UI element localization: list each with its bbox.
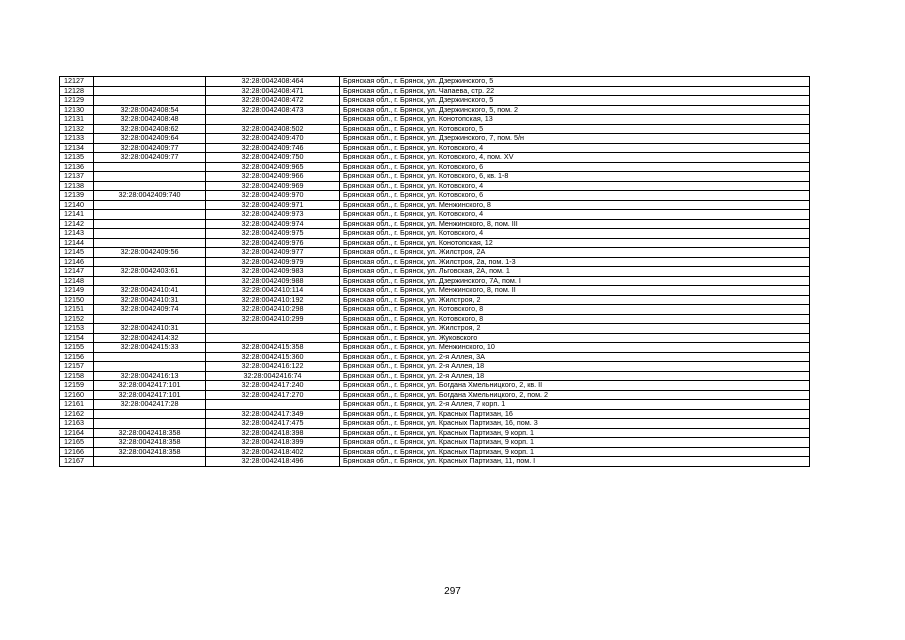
table-row	[60, 314, 810, 324]
row-number-cell: 12135	[60, 153, 94, 163]
parcel-number-cell: 32:28:0042415:33	[94, 343, 206, 353]
object-number-cell: 32:28:0042417:270	[206, 390, 340, 400]
object-number-cell: 32:28:0042418:402	[206, 447, 340, 457]
object-number-cell: 32:28:0042418:398	[206, 428, 340, 438]
row-number-cell: 12157	[60, 362, 94, 372]
table-row	[60, 77, 810, 87]
table-row	[60, 352, 810, 362]
object-number-cell: 32:28:0042409:970	[206, 191, 340, 201]
table-row	[60, 419, 810, 429]
row-number-cell: 12134	[60, 143, 94, 153]
parcel-number-cell	[94, 162, 206, 172]
row-number-cell: 12147	[60, 267, 94, 277]
object-number-cell: 32:28:0042417:349	[206, 409, 340, 419]
table-row	[60, 381, 810, 391]
address-cell: Брянская обл., г. Брянск, ул. Дзержинского, 7, пом. 5/н	[340, 134, 810, 144]
parcel-number-cell	[94, 238, 206, 248]
object-number-cell: 32:28:0042408:472	[206, 96, 340, 106]
table-row	[60, 428, 810, 438]
row-number-cell: 12165	[60, 438, 94, 448]
object-number-cell: 32:28:0042418:496	[206, 457, 340, 467]
parcel-number-cell	[94, 172, 206, 182]
row-number-cell: 12133	[60, 134, 94, 144]
row-number-cell: 12143	[60, 229, 94, 239]
row-number-cell: 12136	[60, 162, 94, 172]
object-number-cell: 32:28:0042409:977	[206, 248, 340, 258]
parcel-number-cell: 32:28:0042417:28	[94, 400, 206, 410]
document-table	[59, 76, 810, 467]
parcel-number-cell	[94, 96, 206, 106]
address-cell: Брянская обл., г. Брянск, ул. Чапаева, стр. 22	[340, 86, 810, 96]
address-cell: Брянская обл., г. Брянск, ул. Менжинского, 10	[340, 343, 810, 353]
table-row	[60, 286, 810, 296]
row-number-cell: 12166	[60, 447, 94, 457]
address-cell: Брянская обл., г. Брянск, ул. Жилстроя, 2а, пом. 1-3	[340, 257, 810, 267]
address-cell: Брянская обл., г. Брянск, ул. Котовского, 4	[340, 229, 810, 239]
parcel-number-cell	[94, 409, 206, 419]
table-row	[60, 438, 810, 448]
object-number-cell: 32:28:0042415:358	[206, 343, 340, 353]
table-row	[60, 200, 810, 210]
address-cell: Брянская обл., г. Брянск, ул. Красных Партизан, 9 корп. 1	[340, 428, 810, 438]
table-row	[60, 115, 810, 125]
row-number-cell: 12155	[60, 343, 94, 353]
object-number-cell: 32:28:0042408:502	[206, 124, 340, 134]
address-cell: Брянская обл., г. Брянск, ул. Красных Партизан, 11, пом. I	[340, 457, 810, 467]
row-number-cell: 12146	[60, 257, 94, 267]
object-number-cell: 32:28:0042409:975	[206, 229, 340, 239]
table-row	[60, 409, 810, 419]
object-number-cell: 32:28:0042410:114	[206, 286, 340, 296]
table-row	[60, 181, 810, 191]
table-row	[60, 457, 810, 467]
row-number-cell: 12144	[60, 238, 94, 248]
address-cell: Брянская обл., г. Брянск, ул. Котовского, 4	[340, 143, 810, 153]
table-row	[60, 390, 810, 400]
table-row	[60, 124, 810, 134]
table-row	[60, 238, 810, 248]
parcel-number-cell: 32:28:0042409:56	[94, 248, 206, 258]
table-row	[60, 295, 810, 305]
table-row	[60, 267, 810, 277]
table-row	[60, 447, 810, 457]
address-cell: Брянская обл., г. Брянск, ул. Котовского, 6	[340, 162, 810, 172]
row-number-cell: 12141	[60, 210, 94, 220]
address-cell: Брянская обл., г. Брянск, ул. Котовского, 5	[340, 124, 810, 134]
parcel-number-cell	[94, 181, 206, 191]
table-row	[60, 333, 810, 343]
parcel-number-cell: 32:28:0042409:77	[94, 143, 206, 153]
table-body	[60, 77, 810, 467]
table-row	[60, 86, 810, 96]
table-row	[60, 343, 810, 353]
row-number-cell: 12164	[60, 428, 94, 438]
object-number-cell: 32:28:0042409:979	[206, 257, 340, 267]
object-number-cell: 32:28:0042417:240	[206, 381, 340, 391]
parcel-number-cell	[94, 419, 206, 429]
parcel-number-cell: 32:28:0042408:54	[94, 105, 206, 115]
table-row	[60, 172, 810, 182]
object-number-cell: 32:28:0042409:965	[206, 162, 340, 172]
parcel-number-cell: 32:28:0042409:64	[94, 134, 206, 144]
parcel-number-cell	[94, 86, 206, 96]
address-cell: Брянская обл., г. Брянск, ул. Богдана Хмельницкого, 2, кв. II	[340, 381, 810, 391]
table-row	[60, 371, 810, 381]
row-number-cell: 12128	[60, 86, 94, 96]
row-number-cell: 12137	[60, 172, 94, 182]
address-cell: Брянская обл., г. Брянск, ул. 2-я Аллея, 18	[340, 371, 810, 381]
row-number-cell: 12158	[60, 371, 94, 381]
row-number-cell: 12156	[60, 352, 94, 362]
parcel-number-cell: 32:28:0042418:358	[94, 438, 206, 448]
table-row	[60, 210, 810, 220]
row-number-cell: 12153	[60, 324, 94, 334]
object-number-cell: 32:28:0042416:122	[206, 362, 340, 372]
parcel-number-cell	[94, 77, 206, 87]
table-row	[60, 219, 810, 229]
table-row	[60, 248, 810, 258]
address-cell: Брянская обл., г. Брянск, ул. Котовского, 4, пом. XV	[340, 153, 810, 163]
parcel-number-cell: 32:28:0042403:61	[94, 267, 206, 277]
address-cell: Брянская обл., г. Брянск, ул. 2-я Аллея, 18	[340, 362, 810, 372]
address-cell: Брянская обл., г. Брянск, ул. Котовского, 6	[340, 191, 810, 201]
row-number-cell: 12162	[60, 409, 94, 419]
row-number-cell: 12139	[60, 191, 94, 201]
object-number-cell: 32:28:0042410:192	[206, 295, 340, 305]
object-number-cell: 32:28:0042409:988	[206, 276, 340, 286]
address-cell: Брянская обл., г. Брянск, ул. Менжинского, 8, пом. III	[340, 219, 810, 229]
address-cell: Брянская обл., г. Брянск, ул. Котовского, 4	[340, 210, 810, 220]
row-number-cell: 12130	[60, 105, 94, 115]
address-cell: Брянская обл., г. Брянск, ул. Дзержинского, 5	[340, 77, 810, 87]
table-row	[60, 324, 810, 334]
parcel-number-cell: 32:28:0042418:358	[94, 447, 206, 457]
address-cell: Брянская обл., г. Брянск, ул. 2-я Аллея, 7 корп. 1	[340, 400, 810, 410]
address-cell: Брянская обл., г. Брянск, ул. Богдана Хмельницкого, 2, пом. 2	[340, 390, 810, 400]
address-cell: Брянская обл., г. Брянск, ул. Красных Партизан, 9 корп. 1	[340, 438, 810, 448]
parcel-number-cell: 32:28:0042410:41	[94, 286, 206, 296]
address-cell: Брянская обл., г. Брянск, ул. Красных Партизан, 16	[340, 409, 810, 419]
row-number-cell: 12140	[60, 200, 94, 210]
row-number-cell: 12150	[60, 295, 94, 305]
row-number-cell: 12160	[60, 390, 94, 400]
address-cell: Брянская обл., г. Брянск, ул. Конотопская, 12	[340, 238, 810, 248]
address-cell: Брянская обл., г. Брянск, ул. Котовского, 4	[340, 181, 810, 191]
table-row	[60, 105, 810, 115]
address-cell: Брянская обл., г. Брянск, ул. Жуковского	[340, 333, 810, 343]
row-number-cell: 12132	[60, 124, 94, 134]
address-cell: Брянская обл., г. Брянск, ул. Льговская, 2А, пом. 1	[340, 267, 810, 277]
parcel-number-cell	[94, 352, 206, 362]
row-number-cell: 12149	[60, 286, 94, 296]
address-cell: Брянская обл., г. Брянск, ул. Жилстроя, 2	[340, 324, 810, 334]
address-cell: Брянская обл., г. Брянск, ул. Жилстроя, 2А	[340, 248, 810, 258]
address-cell: Брянская обл., г. Брянск, ул. Котовского, 8	[340, 314, 810, 324]
object-number-cell: 32:28:0042408:471	[206, 86, 340, 96]
row-number-cell: 12138	[60, 181, 94, 191]
row-number-cell: 12148	[60, 276, 94, 286]
parcel-number-cell	[94, 210, 206, 220]
address-cell: Брянская обл., г. Брянск, ул. 2-я Аллея, 3А	[340, 352, 810, 362]
address-cell: Брянская обл., г. Брянск, ул. Менжинского, 8, пом. II	[340, 286, 810, 296]
object-number-cell: 32:28:0042417:475	[206, 419, 340, 429]
table-row	[60, 134, 810, 144]
parcel-number-cell	[94, 362, 206, 372]
parcel-number-cell: 32:28:0042410:31	[94, 295, 206, 305]
row-number-cell: 12167	[60, 457, 94, 467]
page-number: 297	[444, 586, 461, 597]
table-row	[60, 305, 810, 315]
object-number-cell: 32:28:0042409:470	[206, 134, 340, 144]
parcel-number-cell	[94, 314, 206, 324]
row-number-cell: 12142	[60, 219, 94, 229]
table-row	[60, 153, 810, 163]
table-row	[60, 143, 810, 153]
address-cell: Брянская обл., г. Брянск, ул. Котовского, 6, кв. 1-8	[340, 172, 810, 182]
parcel-number-cell: 32:28:0042409:74	[94, 305, 206, 315]
parcel-number-cell: 32:28:0042409:77	[94, 153, 206, 163]
address-cell: Брянская обл., г. Брянск, ул. Красных Партизан, 9 корп. 1	[340, 447, 810, 457]
row-number-cell: 12145	[60, 248, 94, 258]
row-number-cell: 12127	[60, 77, 94, 87]
parcel-number-cell: 32:28:0042409:740	[94, 191, 206, 201]
object-number-cell: 32:28:0042408:464	[206, 77, 340, 87]
parcel-number-cell: 32:28:0042417:101	[94, 381, 206, 391]
object-number-cell: 32:28:0042409:746	[206, 143, 340, 153]
object-number-cell: 32:28:0042409:973	[206, 210, 340, 220]
table-row	[60, 257, 810, 267]
row-number-cell: 12151	[60, 305, 94, 315]
object-number-cell: 32:28:0042418:399	[206, 438, 340, 448]
object-number-cell	[206, 324, 340, 334]
parcel-number-cell: 32:28:0042408:48	[94, 115, 206, 125]
table-row	[60, 362, 810, 372]
row-number-cell: 12161	[60, 400, 94, 410]
parcel-number-cell	[94, 257, 206, 267]
address-cell: Брянская обл., г. Брянск, ул. Дзержинского, 7А, пом. I	[340, 276, 810, 286]
parcel-number-cell: 32:28:0042418:358	[94, 428, 206, 438]
address-cell: Брянская обл., г. Брянск, ул. Менжинского, 8	[340, 200, 810, 210]
address-cell: Брянская обл., г. Брянск, ул. Красных Партизан, 16, пом. 3	[340, 419, 810, 429]
row-number-cell: 12152	[60, 314, 94, 324]
table-row	[60, 229, 810, 239]
row-number-cell: 12131	[60, 115, 94, 125]
table-row	[60, 96, 810, 106]
parcel-number-cell	[94, 276, 206, 286]
object-number-cell: 32:28:0042409:983	[206, 267, 340, 277]
parcel-number-cell	[94, 457, 206, 467]
parcel-number-cell: 32:28:0042408:62	[94, 124, 206, 134]
table-row	[60, 276, 810, 286]
parcel-number-cell	[94, 229, 206, 239]
row-number-cell: 12159	[60, 381, 94, 391]
row-number-cell: 12154	[60, 333, 94, 343]
object-number-cell: 32:28:0042409:971	[206, 200, 340, 210]
address-cell: Брянская обл., г. Брянск, ул. Дзержинского, 5	[340, 96, 810, 106]
object-number-cell: 32:28:0042409:974	[206, 219, 340, 229]
object-number-cell: 32:28:0042408:473	[206, 105, 340, 115]
table-row	[60, 400, 810, 410]
object-number-cell: 32:28:0042410:299	[206, 314, 340, 324]
address-cell: Брянская обл., г. Брянск, ул. Конотопская, 13	[340, 115, 810, 125]
parcel-number-cell: 32:28:0042416:13	[94, 371, 206, 381]
object-number-cell: 32:28:0042415:360	[206, 352, 340, 362]
object-number-cell: 32:28:0042409:750	[206, 153, 340, 163]
object-number-cell	[206, 115, 340, 125]
parcel-number-cell: 32:28:0042414:32	[94, 333, 206, 343]
parcel-number-cell: 32:28:0042417:101	[94, 390, 206, 400]
address-cell: Брянская обл., г. Брянск, ул. Жилстроя, 2	[340, 295, 810, 305]
address-cell: Брянская обл., г. Брянск, ул. Дзержинского, 5, пом. 2	[340, 105, 810, 115]
object-number-cell: 32:28:0042416:74	[206, 371, 340, 381]
parcel-number-cell	[94, 219, 206, 229]
object-number-cell	[206, 400, 340, 410]
table-row	[60, 162, 810, 172]
object-number-cell: 32:28:0042409:976	[206, 238, 340, 248]
parcel-number-cell	[94, 200, 206, 210]
object-number-cell: 32:28:0042410:298	[206, 305, 340, 315]
row-number-cell: 12163	[60, 419, 94, 429]
object-number-cell: 32:28:0042409:969	[206, 181, 340, 191]
row-number-cell: 12129	[60, 96, 94, 106]
object-number-cell: 32:28:0042409:966	[206, 172, 340, 182]
object-number-cell	[206, 333, 340, 343]
parcel-number-cell: 32:28:0042410:31	[94, 324, 206, 334]
table-row	[60, 191, 810, 201]
address-cell: Брянская обл., г. Брянск, ул. Котовского, 8	[340, 305, 810, 315]
